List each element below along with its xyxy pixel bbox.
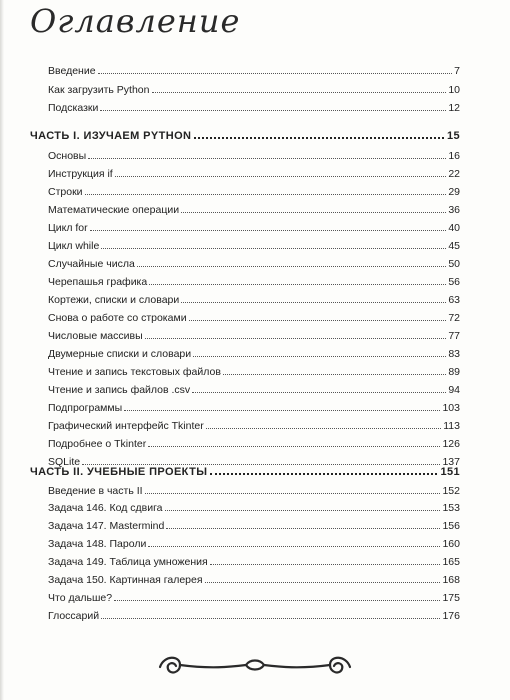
dot-leader	[137, 257, 447, 267]
toc-entry-label: Двумерные списки и словари	[48, 348, 192, 360]
toc-entry-page: 7	[454, 65, 460, 77]
dot-leader	[148, 537, 440, 547]
dot-leader	[223, 365, 446, 375]
toc-entry-page: 29	[448, 186, 460, 198]
toc-entry-label: Задача 148. Пароли	[48, 538, 147, 550]
dot-leader	[90, 221, 447, 231]
dot-leader	[101, 239, 446, 249]
dot-leader	[192, 383, 446, 393]
dot-leader	[85, 185, 447, 195]
toc-entry-label: Кортежи, списки и словари	[48, 294, 180, 306]
toc-entry-page: 156	[442, 520, 460, 532]
toc-entry[interactable]	[48, 167, 460, 181]
toc-entry-label: SQLite	[48, 456, 81, 468]
toc-entry-page: 94	[448, 384, 460, 396]
toc-entry-label: Инструкция if	[48, 168, 113, 180]
dot-leader	[181, 203, 446, 213]
toc-entry-page: 160	[442, 538, 460, 550]
dot-leader	[189, 311, 447, 321]
toc-entry-page: 16	[448, 150, 460, 162]
dot-leader	[210, 555, 441, 565]
toc-entry-page: 56	[448, 276, 460, 288]
toc-entry-page: 45	[448, 240, 460, 252]
dot-leader	[181, 293, 446, 303]
toc-part-page: 151	[440, 466, 460, 478]
toc-entry-label: Подробнее о Tkinter	[48, 438, 147, 450]
toc-entry-page: 72	[448, 312, 460, 324]
toc-entry-label: Числовые массивы	[48, 330, 143, 342]
dot-leader	[100, 101, 446, 111]
dot-leader	[152, 83, 447, 93]
toc-entry[interactable]	[48, 275, 460, 289]
decorative-flourish-icon	[150, 645, 360, 685]
toc-entry-label: Черепашья графика	[48, 276, 148, 288]
toc-entry-label: Подпрограммы	[48, 402, 123, 414]
toc-entry-label: Цикл for	[48, 222, 88, 234]
toc-entry-label: Чтение и запись файлов .csv	[48, 384, 191, 396]
toc-entry-page: 113	[443, 420, 460, 432]
toc-entry[interactable]	[48, 484, 460, 498]
dot-leader	[114, 591, 440, 601]
toc-entry-page: 83	[448, 348, 460, 360]
toc-entry[interactable]	[48, 537, 460, 551]
toc-entry[interactable]	[48, 257, 460, 271]
toc-entry[interactable]	[48, 365, 460, 379]
toc-entry[interactable]	[48, 401, 460, 415]
dot-leader	[210, 464, 437, 475]
toc-entry-label: Основы	[48, 150, 87, 162]
toc-entry[interactable]	[48, 519, 460, 533]
page-edge	[0, 0, 4, 700]
toc-entry-page: 50	[448, 258, 460, 270]
toc-entry-label: Графический интерфейс Tkinter	[48, 420, 204, 432]
toc-entry[interactable]	[48, 239, 460, 253]
toc-entry-page: 36	[448, 204, 460, 216]
toc-entry-page: 153	[442, 502, 460, 514]
toc-part-label: ЧАСТЬ I. ИЗУЧАЕМ PYTHON	[30, 130, 192, 142]
toc-entry-page: 126	[442, 438, 460, 450]
dot-leader	[193, 347, 446, 357]
toc-entry[interactable]	[48, 64, 460, 78]
toc-entry[interactable]	[48, 419, 460, 433]
toc-entry[interactable]	[48, 101, 460, 115]
toc-entry-page: 137	[442, 456, 460, 468]
toc-entry-page: 89	[448, 366, 460, 378]
toc-entry-page: 22	[448, 168, 460, 180]
toc-entry-label: Задача 149. Таблица умножения	[48, 556, 208, 568]
toc-entry[interactable]	[48, 149, 460, 163]
dot-leader	[145, 329, 447, 339]
toc-entry-page: 77	[448, 330, 460, 342]
toc-entry-page: 168	[442, 574, 460, 586]
toc-entry-label: Цикл while	[48, 240, 100, 252]
toc-entry[interactable]	[48, 383, 460, 397]
dot-leader	[165, 501, 441, 511]
toc-entry[interactable]	[48, 573, 460, 587]
toc-entry-page: 40	[448, 222, 460, 234]
dot-leader	[149, 275, 446, 285]
toc-entry-label: Случайные числа	[48, 258, 135, 270]
toc-part-heading[interactable]	[30, 464, 460, 478]
toc-entry-label: Что дальше?	[48, 592, 113, 604]
dot-leader	[205, 573, 441, 583]
toc-entry-page: 12	[448, 102, 460, 114]
toc-part-label: ЧАСТЬ II. УЧЕБНЫЕ ПРОЕКТЫ	[30, 466, 208, 478]
dot-leader	[166, 519, 440, 529]
toc-entry[interactable]	[48, 437, 460, 451]
toc-entry-label: Задача 150. Картинная галерея	[48, 574, 203, 586]
toc-entry-label: Введение в часть II	[48, 485, 143, 497]
toc-entry[interactable]	[48, 609, 460, 623]
toc-entry-page: 63	[448, 294, 460, 306]
dot-leader	[98, 64, 453, 74]
toc-entry-page: 175	[442, 592, 460, 604]
toc-entry-page: 165	[442, 556, 460, 568]
toc-entry[interactable]	[48, 203, 460, 217]
toc-entry-page: 103	[442, 402, 460, 414]
toc-entry[interactable]	[48, 185, 460, 199]
toc-entry-page: 152	[442, 485, 460, 497]
toc-entry[interactable]	[48, 311, 460, 325]
toc-entry-label: Математические операции	[48, 204, 180, 216]
dot-leader	[194, 128, 444, 139]
toc-entry[interactable]	[48, 347, 460, 361]
toc-entry-label: Задача 146. Код сдвига	[48, 502, 163, 514]
toc-entry[interactable]	[48, 83, 460, 97]
toc-entry-label: Подсказки	[48, 102, 99, 114]
dot-leader	[206, 419, 442, 429]
toc-entry[interactable]	[48, 329, 460, 343]
toc-entry-label: Задача 147. Mastermind	[48, 520, 165, 532]
toc-entry-label: Как загрузить Python	[48, 84, 150, 96]
toc-entry-page: 10	[448, 84, 460, 96]
toc-entry-label: Чтение и запись текстовых файлов	[48, 366, 221, 378]
page-title: Оглавление	[30, 2, 241, 40]
dot-leader	[148, 437, 440, 447]
dot-leader	[88, 149, 446, 159]
toc-entry[interactable]	[48, 501, 460, 515]
toc-entry[interactable]	[48, 591, 460, 605]
toc-entry[interactable]	[48, 221, 460, 235]
toc-entry-label: Глоссарий	[48, 610, 100, 622]
dot-leader	[115, 167, 447, 177]
toc-part-heading[interactable]	[30, 128, 460, 142]
dot-leader	[101, 609, 440, 619]
toc-part-page: 15	[446, 130, 460, 142]
dot-leader	[145, 484, 441, 494]
toc-entry-label: Введение	[48, 65, 96, 77]
toc-entry[interactable]	[48, 555, 460, 569]
toc-entry-label: Строки	[48, 186, 83, 198]
dot-leader	[124, 401, 440, 411]
toc-entry-label: Снова о работе со строками	[48, 312, 187, 324]
toc-entry-page: 176	[442, 610, 460, 622]
toc-entry[interactable]	[48, 293, 460, 307]
